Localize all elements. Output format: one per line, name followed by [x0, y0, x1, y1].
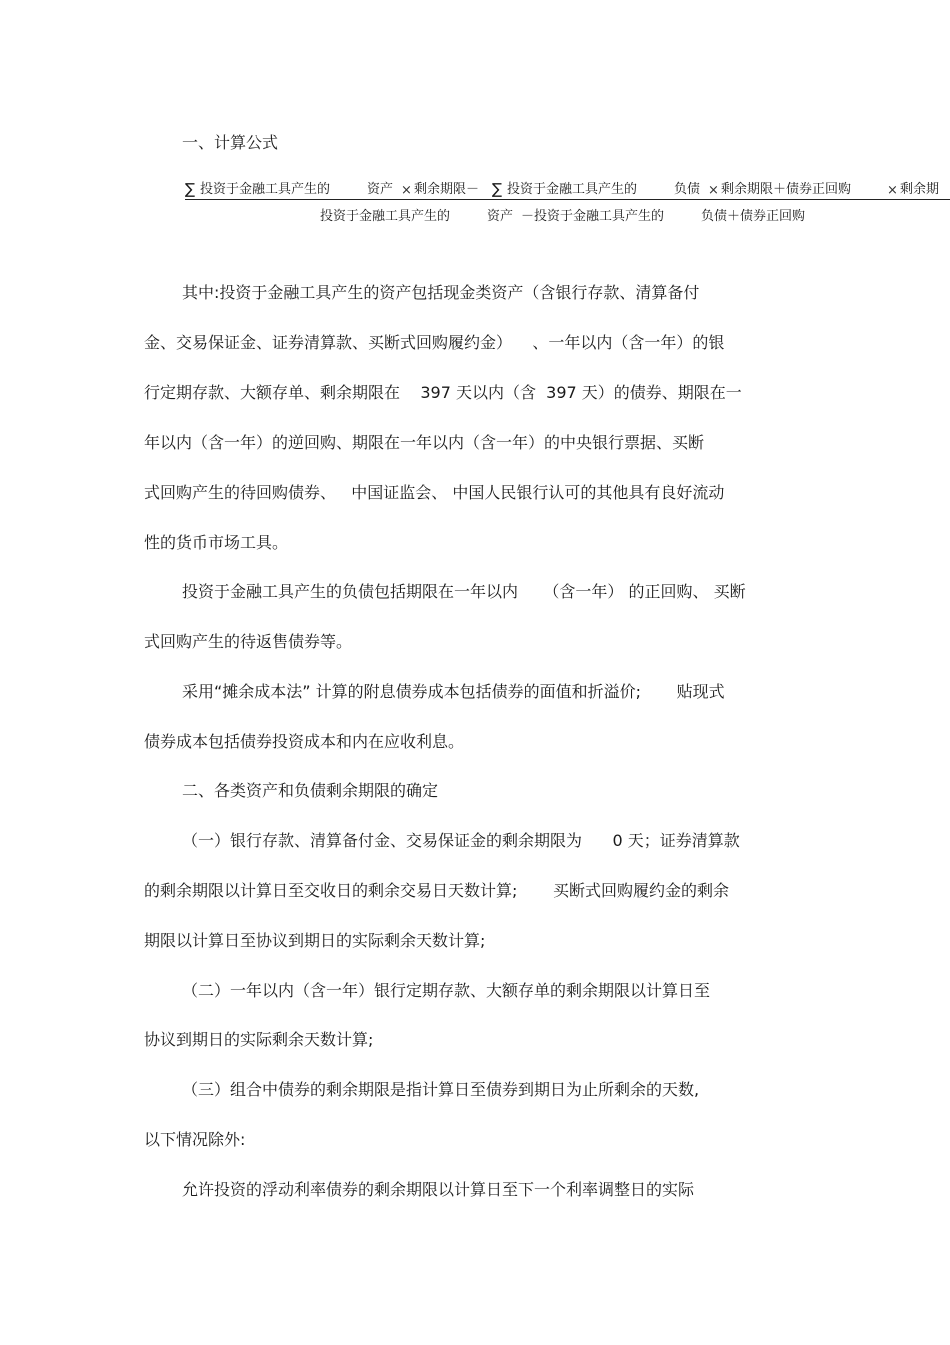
body-line: （二）一年以内（含一年）银行定期存款、大额存单的剩余期限以计算日至	[182, 981, 711, 1000]
multiply-symbol: ×	[708, 183, 719, 198]
sigma-symbol: ∑	[492, 180, 503, 198]
sigma-symbol: ∑	[185, 180, 196, 198]
body-line: 式回购产生的待回购债券、 中国证监会、 中国人民银行认可的其他具有良好流动	[144, 483, 725, 502]
multiply-symbol: ×	[887, 183, 898, 198]
body-line: 协议到期日的实际剩余天数计算;	[144, 1030, 374, 1049]
body-line: 其中:投资于金融工具产生的资产包括现金类资产（含银行存款、清算备付	[182, 283, 700, 302]
body-line: 式回购产生的待返售债券等。	[144, 632, 353, 651]
section-heading-formula: 一、计算公式	[182, 133, 279, 152]
formula-text: 投资于金融工具产生的	[200, 182, 331, 197]
multiply-symbol: ×	[401, 183, 412, 198]
body-line: （三）组合中债券的剩余期限是指计算日至债券到期日为止所剩余的天数,	[182, 1080, 700, 1099]
formula-text: 剩余期限＋债券正回购	[721, 182, 852, 197]
body-line: 金、交易保证金、证券清算款、买断式回购履约金） 、一年以内（含一年）的银	[144, 333, 725, 352]
body-line: 采用“摊余成本法” 计算的附息债券成本包括债券的面值和折溢价; 贴现式	[182, 682, 725, 701]
formula-text: 投资于金融工具产生的	[507, 182, 638, 197]
formula-text: 投资于金融工具产生的	[320, 209, 451, 224]
body-line: 性的货币市场工具。	[144, 533, 289, 552]
body-line: 允许投资的浮动利率债券的剩余期限以计算日至下一个利率调整日的实际	[182, 1180, 695, 1199]
formula-text: 资产	[367, 182, 394, 197]
body-line: 期限以计算日至协议到期日的实际剩余天数计算;	[144, 931, 486, 950]
formula-text: 剩余期	[900, 182, 940, 197]
body-line: （一）银行存款、清算备付金、交易保证金的剩余期限为 0 天；证券清算款	[182, 831, 740, 850]
body-line: 投资于金融工具产生的负债包括期限在一年以内 （含一年） 的正回购、 买断	[182, 582, 746, 601]
formula-text: －投资于金融工具产生的	[521, 209, 665, 224]
body-line: 债券成本包括债券投资成本和内在应收利息。	[144, 732, 465, 751]
formula-text: 资产	[487, 209, 514, 224]
body-line: 以下情况除外:	[144, 1130, 246, 1149]
body-line: 的剩余期限以计算日至交收日的剩余交易日天数计算; 买断式回购履约金的剩余	[144, 881, 729, 900]
body-line: 年以内（含一年）的逆回购、期限在一年以内（含一年）的中央银行票据、买断	[144, 433, 705, 452]
formula-text: 负债＋债券正回购	[701, 209, 806, 224]
formula-text: 剩余期限－	[414, 182, 480, 197]
fraction-bar	[185, 199, 950, 200]
formula-text: 负债	[674, 182, 701, 197]
body-line: 行定期存款、大额存单、剩余期限在 397 天以内（含 397 天）的债券、期限在一	[144, 383, 742, 402]
section-heading-maturity: 二、各类资产和负债剩余期限的确定	[182, 781, 439, 800]
